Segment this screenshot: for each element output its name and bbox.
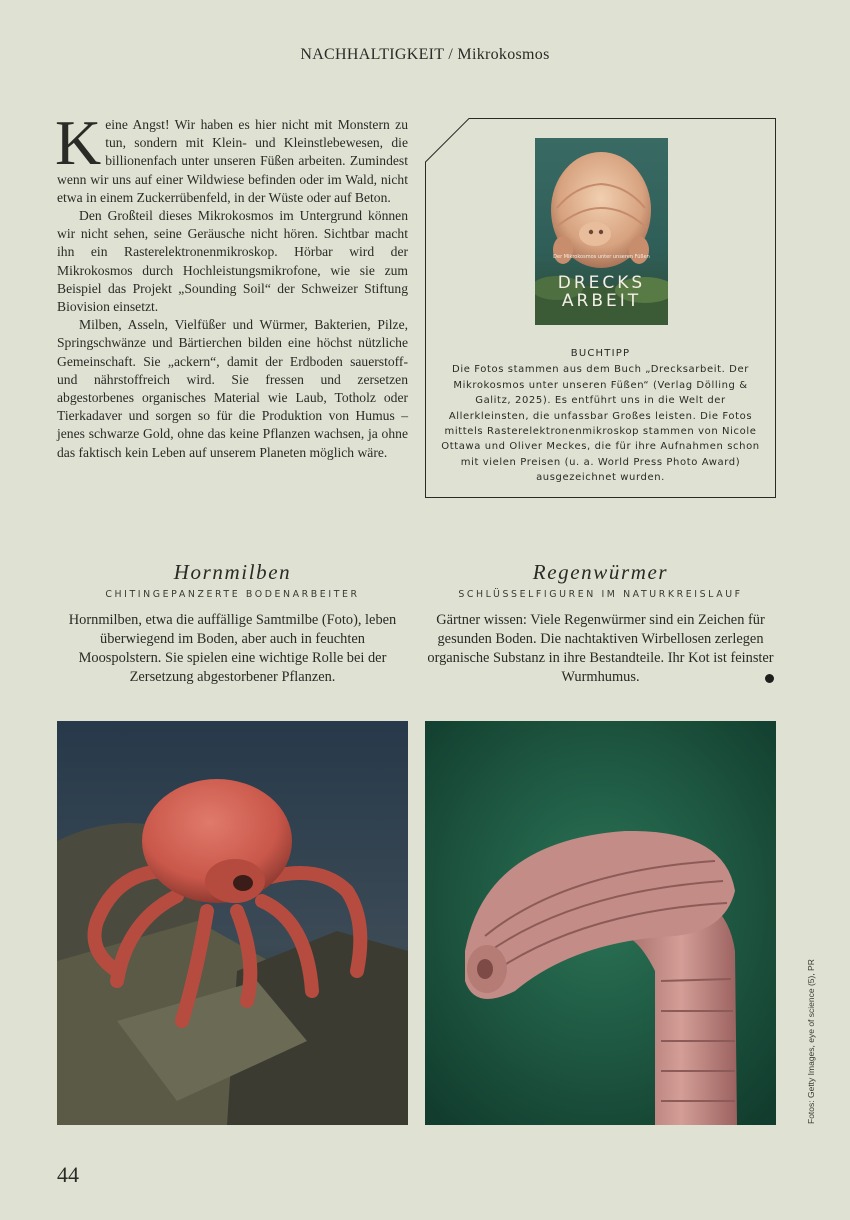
intro-paragraph-3: Milben, Asseln, Vielfüßer und Würmer, Bakterien, Pilze, Springschwänze und Bärtierchen bilden eine höchst nützliche Gemeinschaft. Sie „ackern“, damit der Erdboden sauerstoff- und nährstoffreich wird. Sie fressen und zersetzen abgestorbenes organisches Material wie Laub, Totholz oder Tierkadaver und sorgen so für die Produktion von Humus – jenes schwarze Gold, ohne das keine Pflanzen wachsen, ja ohne das faktisch kein Leben auf unserem Planeten möglich wäre.	[57, 317, 408, 460]
column-regenwuermer	[425, 560, 776, 687]
book-title-line-1: DRECKS	[557, 273, 646, 293]
end-mark	[765, 674, 774, 683]
book-tip-body: Die Fotos stammen aus dem Buch „Drecksarbeit. Der Mikrokosmos unter unseren Füßen“ (Verlag Dölling & Galitz, 2025). Es entführt uns in die Welt der Allerkleinsten, die unfassbar Großes leisten. Die Fotos mittels Rasterelektronenmikroskop stammen von Nicole Ottawa und Oliver Meckes, die für ihre Aufnahmen schon mit vielen Preisen (u. a. World Press Photo Award) ausgezeichnet wurden.	[441, 364, 760, 484]
photo-credit: Fotos: Getty Images, eye of science (5), PR	[806, 959, 816, 1124]
book-tip-heading: BUCHTIPP	[570, 348, 631, 359]
book-title-line-2: ARBEIT	[561, 291, 642, 311]
earthworm-illustration	[425, 721, 776, 1125]
book-tip-box	[425, 118, 776, 498]
column-title: Hornmilben	[173, 560, 292, 584]
velvet-mite-illustration	[57, 721, 408, 1125]
book-subtitle: Der Mikrokosmos unter unseren Füßen	[553, 254, 650, 260]
book-cover	[535, 138, 668, 325]
intro-paragraph-1	[55, 107, 408, 207]
column-description: Gärtner wissen: Viele Regenwürmer sind ein Zeichen für gesunden Boden. Die nachtaktiven Wirbellosen zerlegen organische Substanz in ihre Bestandteile. Ihr Kot ist feinster Wurmhumus.	[427, 612, 774, 685]
page-number: 44	[57, 1162, 79, 1187]
column-description: Hornmilben, etwa die auffällige Samtmilbe (Foto), leben überwiegend im Boden, aber auch in feuchten Moospolstern. Sie spielen eine wichtige Rolle bei der Zersetzung abgestorbener Pflanzen.	[68, 612, 397, 685]
mite-photo	[57, 721, 408, 1125]
intro-paragraph-1-text: eine Angst! Wir haben es hier nicht mit Monstern zu tun, sondern mit Klein- und Kleinstlebewesen, die billionenfach unter unseren Füßen arbeiten. Zumindest wenn wir uns auf einer Wildwiese befinden oder im Wald, nicht etwa in einem Zuckerrübenfeld, in der Wüste oder auf Beton.	[57, 117, 408, 205]
earthworm-photo	[425, 721, 776, 1125]
column-kicker: SCHLÜSSELFIGUREN IM NATURKREISLAUF	[458, 589, 743, 600]
drop-cap: K	[55, 107, 102, 178]
book-tip-text	[437, 346, 764, 486]
intro-text	[55, 107, 408, 462]
column-hornmilben	[57, 560, 408, 687]
section-header: NACHHALTIGKEIT / Mikrokosmos	[300, 46, 550, 63]
column-title: Regenwürmer	[532, 560, 669, 584]
column-kicker: CHITINGEPANZERTE BODENARBEITER	[105, 589, 360, 600]
intro-paragraph-2: Den Großteil dieses Mikrokosmos im Untergrund können wir nicht sehen, seine Geräusche nicht hören. Sichtbar macht ihn ein Rasterelektronenmikroskop. Hörbar wird der Mikrokosmos durch Hochleistungsmikrofone, wie sie zum Beispiel das Projekt „Sounding Soil“ der Schweizer Stiftung Biovision einsetzt.	[57, 208, 408, 315]
